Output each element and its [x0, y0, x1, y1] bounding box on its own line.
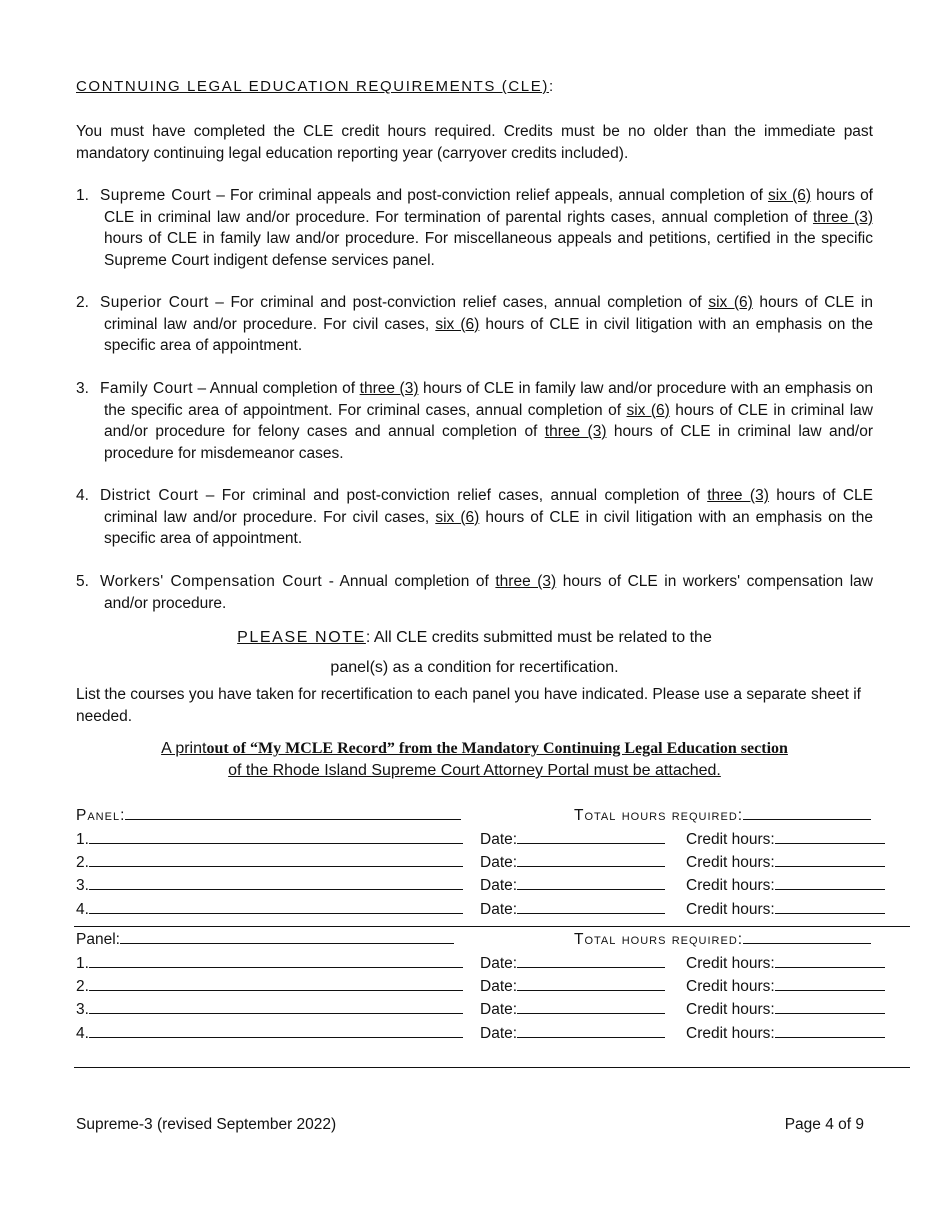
- credit-hours-input[interactable]: [775, 953, 885, 968]
- total-hours-input[interactable]: [743, 805, 871, 820]
- divider: [74, 1067, 910, 1068]
- date-field: Date:: [480, 976, 665, 996]
- course-input[interactable]: [89, 875, 463, 890]
- course-row: 1.: [76, 829, 463, 849]
- panel-row: Panel:: [76, 929, 454, 949]
- credit-hours-input[interactable]: [775, 999, 885, 1014]
- course-input[interactable]: [89, 852, 463, 867]
- requirement-item-superior: 2. Superior Court – For criminal and post-conviction relief cases, annual completion of six (6) hours of CLE in criminal law and/or procedure. For civil cases, six (6) hours of CLE in civil litigation with an emphasis on the specific area of appointment.: [76, 294, 873, 354]
- form-revision: Supreme-3 (revised September 2022): [76, 1116, 337, 1133]
- credit-hours-field: Credit hours:: [686, 976, 885, 996]
- course-row: 3.: [76, 999, 463, 1019]
- requirement-item-workers-comp: 5. Workers' Compensation Court - Annual completion of three (3) hours of CLE in workers' compensation law and/or procedure.: [76, 573, 873, 612]
- course-input[interactable]: [89, 999, 463, 1014]
- panel-input[interactable]: [125, 805, 461, 820]
- date-input[interactable]: [517, 852, 665, 867]
- page-footer: [76, 1116, 864, 1134]
- course-row: 2.: [76, 852, 463, 872]
- date-field: Date:: [480, 899, 665, 919]
- requirement-item-supreme: 1. Supreme Court – For criminal appeals and post-conviction relief appeals, annual completion of six (6) hours of CLE in criminal law and/or procedure. For termination of parental rights cases, annual completion of three (3) hours of CLE in family law and/or procedure. For miscellaneous appeals and petitions, certified in the specific Supreme Court indigent defense services panel.: [76, 187, 873, 269]
- course-input[interactable]: [89, 953, 463, 968]
- date-field: Date:: [480, 953, 665, 973]
- credit-hours-input[interactable]: [775, 852, 885, 867]
- list-instructions: List the courses you have taken for recertification to each panel you have indicated. Please use a separate sheet if needed.: [76, 686, 861, 725]
- course-input[interactable]: [89, 899, 463, 914]
- credit-hours-input[interactable]: [775, 899, 885, 914]
- course-input[interactable]: [89, 829, 463, 844]
- credit-hours-input[interactable]: [775, 976, 885, 991]
- credit-hours-field: Credit hours:: [686, 852, 885, 872]
- credit-hours-field: Credit hours:: [686, 829, 885, 849]
- date-field: Date:: [480, 852, 665, 872]
- date-input[interactable]: [517, 953, 665, 968]
- course-row: 3.: [76, 875, 463, 895]
- course-row: 1.: [76, 953, 463, 973]
- section-heading: CONTNUING LEGAL EDUCATION REQUIREMENTS (CLE):: [76, 78, 555, 95]
- divider: [74, 926, 910, 927]
- requirement-item-district: 4. District Court – For criminal and post-conviction relief cases, annual completion of three (3) hours of CLE criminal law and/or procedure. For civil cases, six (6) hours of CLE in civil litigation with an emphasis on the specific area of appointment.: [76, 487, 873, 547]
- page-number: Page 4 of 9: [784, 1116, 864, 1133]
- intro-paragraph: You must have completed the CLE credit hours required. Credits must be no older than the immediate past mandatory continuing legal education reporting year (carryover credits included).: [76, 123, 873, 162]
- credit-hours-field: Credit hours:: [686, 1023, 885, 1043]
- please-note: PLEASE NOTE: All CLE credits submitted must be related to the panel(s) as a condition for recertification.: [237, 629, 712, 676]
- credit-hours-field: Credit hours:: [686, 999, 885, 1019]
- credit-hours-input[interactable]: [775, 1023, 885, 1038]
- date-input[interactable]: [517, 999, 665, 1014]
- total-hours-row: Total hours required:: [574, 929, 871, 949]
- date-input[interactable]: [517, 875, 665, 890]
- course-input[interactable]: [89, 976, 463, 991]
- credit-hours-input[interactable]: [775, 875, 885, 890]
- date-input[interactable]: [517, 1023, 665, 1038]
- date-input[interactable]: [517, 976, 665, 991]
- course-input[interactable]: [89, 1023, 463, 1038]
- total-hours-input[interactable]: [743, 929, 871, 944]
- course-row: 4.: [76, 899, 463, 919]
- panel-row: Panel:: [76, 805, 461, 825]
- credit-hours-field: Credit hours:: [686, 953, 885, 973]
- date-input[interactable]: [517, 899, 665, 914]
- credit-hours-field: Credit hours:: [686, 875, 885, 895]
- panel-input[interactable]: [120, 929, 454, 944]
- date-field: Date:: [480, 875, 665, 895]
- printout-requirement: A printout of “My MCLE Record” from the Mandatory Continuing Legal Education section of the Rhode Island Supreme Court Attorney Portal must be attached.: [161, 740, 788, 779]
- credit-hours-field: Credit hours:: [686, 899, 885, 919]
- date-field: Date:: [480, 1023, 665, 1043]
- date-input[interactable]: [517, 829, 665, 844]
- course-row: 4.: [76, 1023, 463, 1043]
- requirement-item-family: 3. Family Court – Annual completion of three (3) hours of CLE in family law and/or procedure with an emphasis on the specific area of appointment. For criminal cases, annual completion of six (6) hours of CLE in criminal law and/or procedure for felony cases and annual completion of three (3) hours of CLE in criminal law and/or procedure for misdemeanor cases.: [76, 380, 873, 462]
- total-hours-row: Total hours required:: [574, 805, 871, 825]
- credit-hours-input[interactable]: [775, 829, 885, 844]
- date-field: Date:: [480, 829, 665, 849]
- date-field: Date:: [480, 999, 665, 1019]
- course-row: 2.: [76, 976, 463, 996]
